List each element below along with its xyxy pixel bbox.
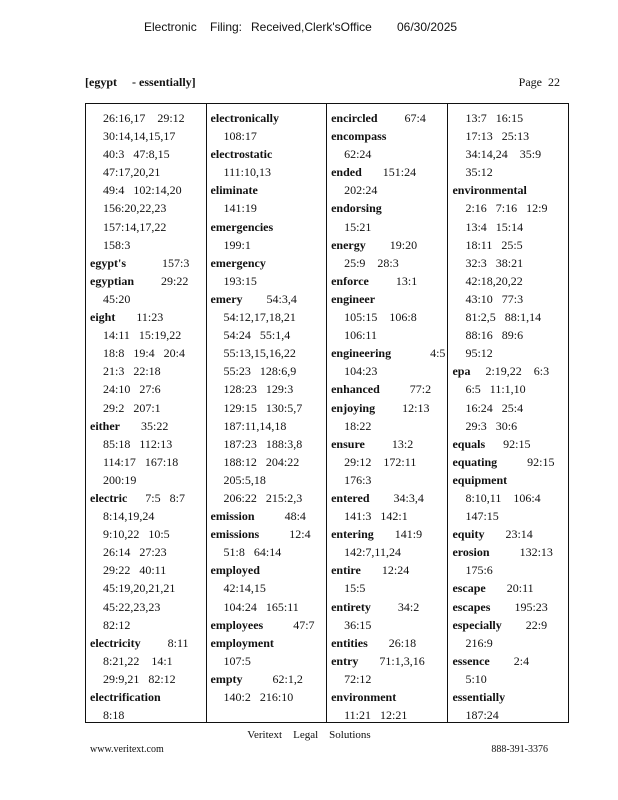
index-page-refs: 11:21 12:21 bbox=[344, 708, 408, 723]
index-entry-head bbox=[90, 634, 204, 652]
index-entry-head bbox=[452, 453, 566, 471]
index-table bbox=[85, 103, 569, 723]
index-entry bbox=[331, 290, 445, 344]
index-page-refs: 187:24 bbox=[465, 708, 499, 723]
index-page-refs: 216:9 bbox=[465, 635, 493, 650]
index-page-refs: 55:13,15,16,22 bbox=[223, 346, 296, 361]
index-page-refs: 158:3 bbox=[103, 237, 131, 252]
index-page-refs: 20:11 bbox=[485, 581, 534, 596]
index-page-refs: 82:12 bbox=[103, 617, 131, 632]
index-page-refs: 51:8 64:14 bbox=[223, 545, 282, 560]
index-page-refs: 95:12 bbox=[465, 346, 493, 361]
index-term: electrostatic bbox=[210, 147, 273, 162]
index-page-refs: 12:4 bbox=[259, 527, 311, 542]
index-page-refs: 48:4 bbox=[254, 509, 306, 524]
index-entry bbox=[452, 362, 566, 434]
index-entry-head bbox=[452, 525, 566, 543]
index-term: either bbox=[90, 418, 120, 433]
index-page-refs: 29:3 30:6 bbox=[465, 418, 518, 433]
index-entry-head bbox=[452, 579, 566, 597]
index-term: essence bbox=[452, 653, 490, 668]
index-entry bbox=[452, 616, 566, 652]
index-page-refs: 29:22 bbox=[134, 273, 189, 288]
index-range: [egypt - essentially] bbox=[85, 75, 196, 89]
header-received: Received,Clerk'sOffice bbox=[251, 20, 372, 34]
index-page-refs: 8:21,22 14:1 bbox=[103, 653, 173, 668]
index-entry-head bbox=[331, 290, 445, 308]
index-page-refs: 141:9 bbox=[373, 527, 423, 542]
index-term: electric bbox=[90, 490, 128, 505]
index-page-refs: 199:1 bbox=[223, 237, 251, 252]
index-page-refs: 2:16 7:16 12:9 bbox=[465, 201, 548, 216]
index-entry bbox=[331, 399, 445, 435]
index-entry-head bbox=[452, 435, 566, 453]
index-page-refs: 42:18,20,22 bbox=[465, 273, 523, 288]
index-page-refs: 47:17,20,21 bbox=[103, 165, 161, 180]
index-entry-head bbox=[331, 163, 445, 181]
index-entry-head bbox=[90, 489, 204, 507]
index-page-refs: 85:18 112:13 bbox=[103, 436, 173, 451]
index-entry bbox=[452, 543, 566, 579]
index-page-refs: 22:9 bbox=[501, 617, 548, 632]
index-entry-head bbox=[331, 199, 445, 217]
index-page-refs: 104:24 165:11 bbox=[223, 599, 299, 614]
index-page-refs: 13:7 16:15 bbox=[465, 111, 524, 125]
index-page-refs: 107:5 bbox=[223, 653, 251, 668]
index-page-refs: 142:7,11,24 bbox=[344, 545, 401, 560]
index-page-refs: 13:1 bbox=[368, 273, 418, 288]
index-entry bbox=[331, 236, 445, 272]
index-page-refs: 8:18 bbox=[103, 708, 125, 723]
index-page-refs: 16:24 25:4 bbox=[465, 400, 524, 415]
index-entry-head bbox=[331, 109, 445, 127]
index-term: electronically bbox=[210, 111, 279, 125]
index-page-refs: 47:7 bbox=[263, 617, 315, 632]
index-page-refs: 54:12,17,18,21 bbox=[223, 310, 296, 325]
index-page-refs: 187:23 188:3,8 bbox=[223, 436, 303, 451]
index-entry-head bbox=[452, 598, 566, 616]
index-page-refs: 29:12 172:11 bbox=[344, 454, 417, 469]
index-entry bbox=[452, 598, 566, 616]
index-entry-head bbox=[331, 561, 445, 579]
index-entry-head bbox=[331, 598, 445, 616]
index-term: epa bbox=[452, 364, 471, 379]
index-term: escapes bbox=[452, 599, 491, 614]
index-entry bbox=[90, 634, 204, 688]
index-page-refs: 12:13 bbox=[375, 400, 430, 415]
index-term: employment bbox=[210, 635, 274, 650]
index-entry-head bbox=[211, 290, 325, 308]
index-term: entire bbox=[331, 563, 361, 578]
index-page-refs: 42:14,15 bbox=[223, 581, 266, 596]
index-entry bbox=[331, 634, 445, 652]
index-entry bbox=[331, 561, 445, 597]
index-entry-head bbox=[211, 561, 325, 579]
index-page-refs: 19:20 bbox=[365, 237, 418, 252]
index-term: emission bbox=[210, 509, 255, 524]
index-entry bbox=[211, 290, 325, 507]
index-entry bbox=[211, 561, 325, 615]
index-term: enforce bbox=[331, 273, 369, 288]
index-entry-head bbox=[90, 254, 204, 272]
index-entry-head bbox=[331, 236, 445, 254]
index-entry bbox=[331, 489, 445, 525]
index-page-refs: 132:13 bbox=[489, 545, 553, 560]
index-term: entry bbox=[331, 653, 359, 668]
index-entry bbox=[331, 688, 445, 724]
index-page-refs: 45:20 bbox=[103, 291, 131, 306]
index-page-refs: 55:23 128:6,9 bbox=[223, 364, 297, 379]
index-page-refs: 29:2 207:1 bbox=[103, 400, 161, 415]
index-page-refs: 54:24 55:1,4 bbox=[223, 328, 291, 343]
index-term: equipment bbox=[452, 472, 508, 487]
index-entry-head bbox=[211, 254, 325, 272]
index-page-refs: 67:4 bbox=[377, 111, 426, 125]
index-page-refs: 9:10,22 10:5 bbox=[103, 527, 170, 542]
index-entry-head bbox=[211, 525, 325, 543]
footer-website: www.veritext.com bbox=[90, 744, 164, 755]
index-page-refs: 140:2 216:10 bbox=[223, 690, 294, 704]
index-page-refs: 141:19 bbox=[223, 201, 257, 216]
index-page-refs: 2:4 bbox=[489, 653, 530, 668]
index-term: especially bbox=[452, 617, 502, 632]
index-entry-head bbox=[452, 471, 566, 489]
index-entry bbox=[211, 525, 325, 561]
index-page-refs: 32:3 38:21 bbox=[465, 255, 524, 270]
index-entry-head bbox=[331, 344, 445, 362]
index-page-refs: 92:15 bbox=[497, 454, 555, 469]
index-page-refs: 202:24 bbox=[344, 183, 378, 198]
index-page-refs: 45:22,23,23 bbox=[103, 599, 161, 614]
index-entry-head bbox=[452, 362, 566, 380]
index-page-refs: 5:10 bbox=[465, 671, 487, 686]
index-page-refs: 34:2 bbox=[370, 599, 420, 614]
index-entry-head bbox=[211, 507, 325, 525]
index-entry bbox=[331, 435, 445, 489]
index-page-refs: 35:22 bbox=[119, 418, 169, 433]
index-entry bbox=[452, 688, 566, 724]
index-page-refs: 13:2 bbox=[364, 436, 414, 451]
index-term: enhanced bbox=[331, 382, 380, 397]
index-term: electrification bbox=[90, 690, 161, 704]
index-entry bbox=[331, 199, 445, 235]
index-page-refs: 13:4 15:14 bbox=[465, 219, 524, 234]
index-entry-head bbox=[211, 181, 325, 199]
index-term: egypt's bbox=[90, 255, 126, 270]
index-entry bbox=[90, 109, 204, 254]
index-entry bbox=[452, 435, 566, 453]
index-entry bbox=[90, 417, 204, 489]
index-page-refs: 128:23 129:3 bbox=[223, 382, 294, 397]
index-term: emery bbox=[210, 291, 243, 306]
index-term: enjoying bbox=[331, 400, 376, 415]
index-entry-head bbox=[331, 435, 445, 453]
index-entry bbox=[452, 579, 566, 597]
index-entry bbox=[331, 652, 445, 688]
index-entry bbox=[211, 670, 325, 706]
index-page-refs: 72:12 bbox=[344, 671, 372, 686]
index-entry bbox=[211, 218, 325, 254]
index-page-refs: 188:12 204:22 bbox=[223, 454, 300, 469]
index-page-refs: 12:24 bbox=[360, 563, 410, 578]
index-entry bbox=[331, 109, 445, 127]
index-entry bbox=[211, 616, 325, 634]
index-page-refs: 2:19,22 6:3 bbox=[470, 364, 550, 379]
header-date: 06/30/2025 bbox=[397, 20, 458, 34]
index-page-refs: 26:14 27:23 bbox=[103, 545, 167, 560]
index-term: ensure bbox=[331, 436, 365, 451]
index-entry-head bbox=[331, 399, 445, 417]
index-term: equity bbox=[452, 527, 485, 542]
index-page-refs: 62:1,2 bbox=[242, 671, 303, 686]
index-term: equating bbox=[452, 454, 498, 469]
index-page-refs: 54:3,4 bbox=[242, 291, 297, 306]
index-page-refs: 175:6 bbox=[465, 563, 493, 578]
index-term: encompass bbox=[331, 129, 387, 144]
index-entry-head bbox=[211, 634, 325, 652]
index-term: eight bbox=[90, 310, 116, 325]
index-page-refs: 45:19,20,21,21 bbox=[103, 581, 176, 596]
index-page-refs: 30:14,14,15,17 bbox=[103, 129, 176, 144]
index-entry-head bbox=[331, 380, 445, 398]
index-term: empty bbox=[210, 671, 243, 686]
index-page-refs: 40:3 47:8,15 bbox=[103, 147, 170, 162]
index-page-refs: 195:23 bbox=[490, 599, 548, 614]
index-term: entering bbox=[331, 527, 374, 542]
index-page-refs: 11:23 bbox=[115, 310, 164, 325]
index-page-refs: 26:16,17 29:12 bbox=[103, 111, 185, 125]
index-page-refs: 104:23 bbox=[344, 364, 378, 379]
index-page-refs: 29:9,21 82:12 bbox=[103, 671, 176, 686]
header-electronic: Electronic bbox=[144, 20, 197, 34]
index-term: egyptian bbox=[90, 273, 135, 288]
index-term: emissions bbox=[210, 527, 260, 542]
index-entry bbox=[452, 525, 566, 543]
index-entry-head bbox=[90, 417, 204, 435]
index-entry-head bbox=[452, 616, 566, 634]
index-entry bbox=[331, 272, 445, 290]
index-page-refs: 200:19 bbox=[103, 472, 137, 487]
index-entry bbox=[90, 272, 204, 308]
index-page-refs: 157:14,17,22 bbox=[103, 219, 167, 234]
index-term: emergencies bbox=[210, 219, 274, 234]
index-page-refs: 7:5 8:7 bbox=[127, 490, 185, 505]
index-column-1 bbox=[86, 104, 207, 722]
index-term: environment bbox=[331, 690, 397, 704]
index-page-refs: 26:18 bbox=[367, 635, 417, 650]
index-page-refs: 29:22 40:11 bbox=[103, 563, 167, 578]
page-number: Page 22 bbox=[518, 75, 560, 89]
index-page-refs: 23:14 bbox=[484, 527, 533, 542]
index-entry-head bbox=[90, 688, 204, 706]
index-entry bbox=[211, 181, 325, 217]
index-page-refs: 24:10 27:6 bbox=[103, 382, 161, 397]
index-entry bbox=[331, 525, 445, 561]
index-term: entered bbox=[331, 490, 370, 505]
index-entry bbox=[90, 688, 204, 724]
index-term: essentially bbox=[452, 690, 506, 704]
index-page-refs: 106:11 bbox=[344, 328, 377, 343]
index-term: employees bbox=[210, 617, 264, 632]
index-page-refs: 17:13 25:13 bbox=[465, 129, 530, 144]
index-page-refs: 62:24 bbox=[344, 147, 372, 162]
index-entry-head bbox=[211, 109, 325, 127]
index-term: engineering bbox=[331, 346, 392, 361]
index-entry bbox=[211, 634, 325, 670]
index-page-refs: 34:3,4 bbox=[369, 490, 424, 505]
header-filing: Filing: bbox=[210, 20, 243, 34]
index-term: entirety bbox=[331, 599, 371, 614]
index-column-4 bbox=[448, 104, 568, 722]
index-entry-head bbox=[331, 272, 445, 290]
index-page-refs: 176:3 bbox=[344, 472, 372, 487]
index-entry-head bbox=[452, 688, 566, 706]
index-entry bbox=[452, 652, 566, 688]
index-page-refs: 205:5,18 bbox=[223, 472, 266, 487]
index-entry bbox=[90, 308, 204, 417]
index-term: electricity bbox=[90, 635, 141, 650]
footer-company: Veritext Legal Solutions bbox=[247, 729, 371, 741]
index-page-refs: 8:10,11 106:4 bbox=[465, 490, 541, 505]
index-entry bbox=[452, 453, 566, 471]
index-term: encircled bbox=[331, 111, 378, 125]
index-page-refs: 15:5 bbox=[344, 581, 366, 596]
index-page-refs: 8:14,19,24 bbox=[103, 509, 155, 524]
index-page-refs: 21:3 22:18 bbox=[103, 364, 161, 379]
index-page-refs: 71:1,3,16 bbox=[358, 653, 425, 668]
index-term: employed bbox=[210, 563, 260, 578]
index-page-refs: 187:11,14,18 bbox=[223, 418, 287, 433]
index-entry-head bbox=[211, 218, 325, 236]
index-term: escape bbox=[452, 581, 486, 596]
index-page-refs: 81:2,5 88:1,14 bbox=[465, 310, 542, 325]
index-page-refs: 141:3 142:1 bbox=[344, 509, 408, 524]
index-page-refs: 18:11 25:5 bbox=[465, 237, 523, 252]
index-entry bbox=[211, 254, 325, 290]
index-term: erosion bbox=[452, 545, 490, 560]
index-entry-head bbox=[211, 616, 325, 634]
index-page-refs: 4:5 bbox=[391, 346, 446, 361]
index-entry bbox=[331, 344, 445, 380]
index-entry-head bbox=[90, 308, 204, 326]
index-page-refs: 34:14,24 35:9 bbox=[465, 147, 542, 162]
index-page-refs: 129:15 130:5,7 bbox=[223, 400, 303, 415]
index-term: entities bbox=[331, 635, 368, 650]
index-entry bbox=[452, 109, 566, 181]
index-page-refs: 15:21 bbox=[344, 219, 372, 234]
index-entry-head bbox=[331, 688, 445, 706]
index-entry-head bbox=[211, 145, 325, 163]
index-entry bbox=[90, 489, 204, 634]
index-entry bbox=[452, 471, 566, 525]
index-term: emergency bbox=[210, 255, 266, 270]
index-entry-head bbox=[90, 272, 204, 290]
index-page-refs: 206:22 215:2,3 bbox=[223, 490, 303, 505]
index-page-refs: 18:22 bbox=[344, 418, 372, 433]
index-entry-head bbox=[211, 670, 325, 688]
index-page-refs: 157:3 bbox=[126, 255, 190, 270]
index-column-2 bbox=[207, 104, 328, 722]
index-term: ended bbox=[331, 165, 362, 180]
index-entry-head bbox=[331, 489, 445, 507]
index-term: equals bbox=[452, 436, 486, 451]
index-column-3 bbox=[327, 104, 448, 722]
index-page-refs: 35:12 bbox=[465, 165, 493, 180]
index-entry-head bbox=[452, 652, 566, 670]
index-page-refs: 151:24 bbox=[361, 165, 417, 180]
index-entry bbox=[331, 127, 445, 163]
index-page-refs: 6:5 11:1,10 bbox=[465, 382, 526, 397]
index-entry-head bbox=[331, 525, 445, 543]
index-page-refs: 88:16 89:6 bbox=[465, 328, 524, 343]
index-page-refs: 14:11 15:19,22 bbox=[103, 328, 182, 343]
index-page-refs: 18:8 19:4 20:4 bbox=[103, 346, 186, 361]
index-page-refs: 36:15 bbox=[344, 617, 372, 632]
index-page-refs: 147:15 bbox=[465, 509, 499, 524]
index-entry bbox=[452, 181, 566, 362]
index-term: eliminate bbox=[210, 183, 258, 198]
index-page-refs: 108:17 bbox=[223, 129, 257, 144]
index-entry bbox=[331, 598, 445, 634]
index-entry-head bbox=[331, 652, 445, 670]
index-page-refs: 43:10 77:3 bbox=[465, 291, 524, 306]
index-term: environmental bbox=[452, 183, 527, 198]
index-entry bbox=[90, 254, 204, 272]
index-page-refs: 92:15 bbox=[485, 436, 531, 451]
index-page-refs: 156:20,22,23 bbox=[103, 201, 167, 216]
index-page-refs: 25:9 28:3 bbox=[344, 255, 399, 270]
filing-header bbox=[0, 20, 618, 38]
index-page-refs: 114:17 167:18 bbox=[103, 454, 179, 469]
index-page-refs: 193:15 bbox=[223, 273, 257, 288]
index-entry bbox=[211, 507, 325, 525]
index-entry bbox=[331, 163, 445, 199]
index-entry bbox=[331, 380, 445, 398]
index-entry-head bbox=[331, 127, 445, 145]
index-entry-head bbox=[331, 634, 445, 652]
index-entry-head bbox=[452, 181, 566, 199]
index-entry bbox=[211, 109, 325, 145]
index-page-refs: 49:4 102:14,20 bbox=[103, 183, 182, 198]
index-entry-head bbox=[452, 543, 566, 561]
index-page-refs: 77:2 bbox=[379, 382, 432, 397]
index-term: engineer bbox=[331, 291, 376, 306]
index-page-refs: 111:10,13 bbox=[223, 165, 271, 180]
footer-phone: 888-391-3376 bbox=[491, 744, 548, 755]
index-term: energy bbox=[331, 237, 366, 252]
index-entry bbox=[211, 145, 325, 181]
index-page-refs: 8:11 bbox=[140, 635, 189, 650]
index-page-refs: 105:15 106:8 bbox=[344, 310, 417, 325]
index-term: endorsing bbox=[331, 201, 382, 216]
